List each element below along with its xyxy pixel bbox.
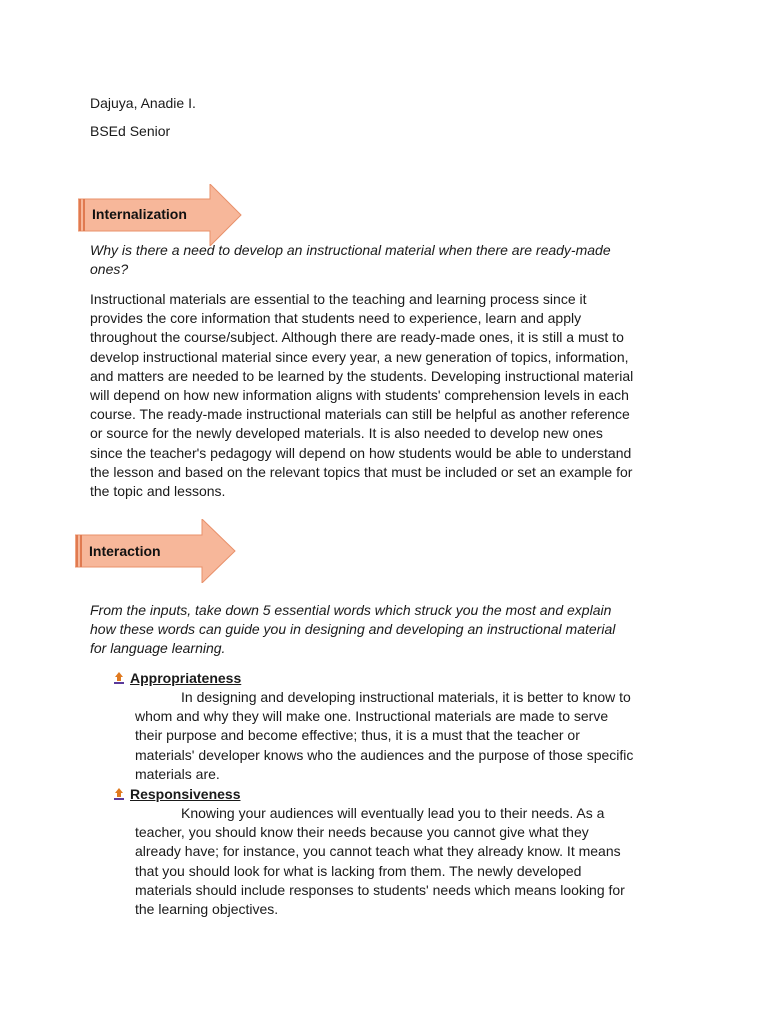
interaction-question: From the inputs, take down 5 essential words which struck you the most and explain how these words can guide you in designing and developing an instructional material for language learning. [90,602,616,657]
bullet-body-appropriateness [135,688,695,784]
bullet-appropriateness [112,669,241,688]
arrow-bullet-icon [112,671,126,685]
arrow-bullet-icon [112,787,126,801]
interaction-heading: Interaction [89,543,161,559]
bullet-first-line: In designing and developing instructional materials, it is better to know to [181,689,631,705]
interaction-banner [75,519,240,583]
internalization-question: Why is there a need to develop an instructional material when there are ready-made ones? [90,242,611,278]
bullet-first-line: Knowing your audiences will eventually lead you to their needs. As a [181,805,605,821]
internalization-answer: Instructional materials are essential to the teaching and learning process since it provides the core information that students need to experience, learn and apply throughout the course/subject. Although there are ready-made ones, it is still a must to develop instructional material since every year, a new generation of topics, information, and matters are needed to be learned by the students. Developing instructional material will depend on how new information aligns with students' comprehension levels in each course. The ready-made instructional materials can still be helpful as another reference or source for the newly developed materials. It is also needed to develop new ones since the teacher's pedagogy will depend on how students would be able to understand the lesson and based on the relevant topics that must be included or set an example for the topic and lessons. [90,291,634,500]
bullet-body-responsiveness [135,804,695,919]
author-course: BSEd Senior [90,123,171,139]
bullet-rest: whom and why they will make one. Instructional materials are made to serve their purpose and become effective; thus, it is a must that the teacher or materials' developer knows who the audiences and the purpose of those specific materials are. [135,708,634,782]
author-name: Dajuya, Anadie I. [90,95,196,111]
bullet-title: Responsiveness [130,786,241,802]
internalization-heading: Internalization [92,206,187,222]
bullet-rest: teacher, you should know their needs because you cannot give what they already have; for instance, you cannot teach what they already know. It means that you should look for what is lacking from them. The newly developed materials should include responses to students' needs which means looking for the learning objectives. [135,824,625,918]
internalization-banner [78,184,243,246]
bullet-responsiveness [112,785,241,804]
bullet-title: Appropriateness [130,670,242,686]
